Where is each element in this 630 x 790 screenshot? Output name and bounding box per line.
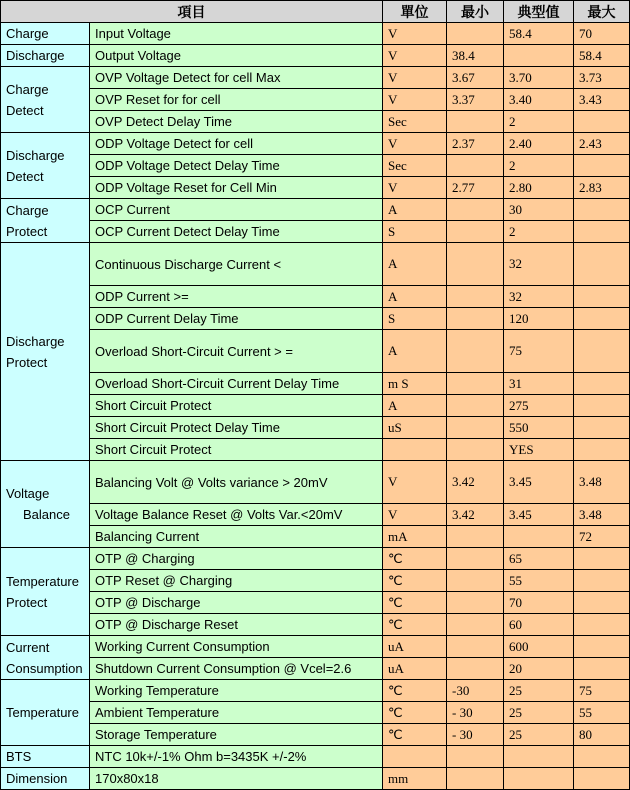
- table-row: [1, 111, 630, 133]
- item-cell: Continuous Discharge Current <: [90, 243, 383, 286]
- min-cell: [447, 439, 504, 461]
- min-cell: 3.37: [447, 89, 504, 111]
- max-cell: 70: [574, 23, 630, 45]
- item-cell: Overload Short-Circuit Current > =: [90, 330, 383, 373]
- item-cell: ODP Current Delay Time: [90, 308, 383, 330]
- item-cell: Working Temperature: [90, 680, 383, 702]
- table-row: [1, 658, 630, 680]
- max-cell: [574, 373, 630, 395]
- min-cell: [447, 768, 504, 790]
- unit-cell: ℃: [383, 680, 447, 702]
- unit-cell: mm: [383, 768, 447, 790]
- unit-cell: mA: [383, 526, 447, 548]
- item-cell: Short Circuit Protect: [90, 395, 383, 417]
- table-row: [1, 286, 630, 308]
- table-row: [1, 199, 630, 221]
- min-cell: [447, 373, 504, 395]
- category-cell: Charge Protect: [1, 199, 90, 243]
- min-cell: [447, 330, 504, 373]
- table-row: [1, 45, 630, 67]
- max-cell: [574, 286, 630, 308]
- unit-cell: [383, 439, 447, 461]
- typ-cell: 3.70: [504, 67, 574, 89]
- table-row: [1, 417, 630, 439]
- item-cell: Short Circuit Protect Delay Time: [90, 417, 383, 439]
- table-row: [1, 504, 630, 526]
- max-cell: 58.4: [574, 45, 630, 67]
- table-row: [1, 746, 630, 768]
- typ-cell: 2.40: [504, 133, 574, 155]
- min-cell: [447, 636, 504, 658]
- min-cell: [447, 221, 504, 243]
- category-cell: Voltage Balance: [1, 461, 90, 548]
- max-cell: [574, 155, 630, 177]
- table-row: [1, 177, 630, 199]
- item-cell: OVP Voltage Detect for cell Max: [90, 67, 383, 89]
- table-row: [1, 133, 630, 155]
- table-row: [1, 592, 630, 614]
- unit-cell: A: [383, 286, 447, 308]
- item-cell: Working Current Consumption: [90, 636, 383, 658]
- item-cell: Input Voltage: [90, 23, 383, 45]
- item-cell: Balancing Current: [90, 526, 383, 548]
- table-row: [1, 724, 630, 746]
- unit-cell: A: [383, 395, 447, 417]
- typ-cell: 30: [504, 199, 574, 221]
- typ-cell: 31: [504, 373, 574, 395]
- table-row: [1, 155, 630, 177]
- max-cell: [574, 308, 630, 330]
- item-cell: OTP @ Discharge Reset: [90, 614, 383, 636]
- typ-cell: 2: [504, 155, 574, 177]
- unit-cell: ℃: [383, 614, 447, 636]
- typ-cell: 3.45: [504, 504, 574, 526]
- max-cell: [574, 636, 630, 658]
- header-min: 最小: [447, 1, 504, 23]
- min-cell: - 30: [447, 724, 504, 746]
- unit-cell: V: [383, 504, 447, 526]
- typ-cell: 65: [504, 548, 574, 570]
- max-cell: 2.83: [574, 177, 630, 199]
- unit-cell: ℃: [383, 548, 447, 570]
- typ-cell: 3.45: [504, 461, 574, 504]
- typ-cell: 120: [504, 308, 574, 330]
- min-cell: [447, 548, 504, 570]
- category-cell: Charge Detect: [1, 67, 90, 133]
- item-cell: 170x80x18: [90, 768, 383, 790]
- min-cell: [447, 308, 504, 330]
- max-cell: [574, 592, 630, 614]
- unit-cell: [383, 746, 447, 768]
- typ-cell: 70: [504, 592, 574, 614]
- unit-cell: ℃: [383, 570, 447, 592]
- min-cell: [447, 417, 504, 439]
- item-cell: OCP Current Detect Delay Time: [90, 221, 383, 243]
- max-cell: [574, 439, 630, 461]
- category-cell: Charge: [1, 23, 90, 45]
- unit-cell: V: [383, 23, 447, 45]
- table-row: [1, 636, 630, 658]
- min-cell: 3.42: [447, 504, 504, 526]
- item-cell: Balancing Volt @ Volts variance > 20mV: [90, 461, 383, 504]
- typ-cell: 32: [504, 243, 574, 286]
- item-cell: OCP Current: [90, 199, 383, 221]
- unit-cell: V: [383, 133, 447, 155]
- typ-cell: 25: [504, 680, 574, 702]
- min-cell: [447, 570, 504, 592]
- max-cell: [574, 614, 630, 636]
- typ-cell: 58.4: [504, 23, 574, 45]
- item-cell: NTC 10k+/-1% Ohm b=3435K +/-2%: [90, 746, 383, 768]
- table-row: [1, 768, 630, 790]
- unit-cell: Sec: [383, 111, 447, 133]
- max-cell: [574, 111, 630, 133]
- item-cell: OVP Reset for for cell: [90, 89, 383, 111]
- item-cell: Overload Short-Circuit Current Delay Time: [90, 373, 383, 395]
- table-row: [1, 373, 630, 395]
- unit-cell: uA: [383, 636, 447, 658]
- table-row: [1, 461, 630, 504]
- typ-cell: [504, 768, 574, 790]
- min-cell: [447, 526, 504, 548]
- typ-cell: 32: [504, 286, 574, 308]
- table-row: [1, 23, 630, 45]
- max-cell: [574, 243, 630, 286]
- min-cell: 2.37: [447, 133, 504, 155]
- table-row: [1, 548, 630, 570]
- item-cell: Shutdown Current Consumption @ Vcel=2.6: [90, 658, 383, 680]
- min-cell: 2.77: [447, 177, 504, 199]
- category-cell: Dimension: [1, 768, 90, 790]
- max-cell: 72: [574, 526, 630, 548]
- max-cell: [574, 395, 630, 417]
- table-row: [1, 308, 630, 330]
- max-cell: 3.43: [574, 89, 630, 111]
- item-cell: OVP Detect Delay Time: [90, 111, 383, 133]
- min-cell: [447, 23, 504, 45]
- max-cell: [574, 330, 630, 373]
- max-cell: [574, 548, 630, 570]
- unit-cell: V: [383, 45, 447, 67]
- header-typ: 典型值: [504, 1, 574, 23]
- item-cell: ODP Voltage Detect Delay Time: [90, 155, 383, 177]
- unit-cell: uS: [383, 417, 447, 439]
- typ-cell: 2: [504, 221, 574, 243]
- typ-cell: 25: [504, 724, 574, 746]
- min-cell: [447, 243, 504, 286]
- category-cell: Discharge Protect: [1, 243, 90, 461]
- typ-cell: 2.80: [504, 177, 574, 199]
- table-row: [1, 89, 630, 111]
- unit-cell: m S: [383, 373, 447, 395]
- max-cell: [574, 417, 630, 439]
- max-cell: [574, 199, 630, 221]
- unit-cell: A: [383, 199, 447, 221]
- item-cell: OTP @ Discharge: [90, 592, 383, 614]
- header-max: 最大: [574, 1, 630, 23]
- min-cell: [447, 614, 504, 636]
- table-row: [1, 680, 630, 702]
- typ-cell: 20: [504, 658, 574, 680]
- min-cell: [447, 111, 504, 133]
- unit-cell: V: [383, 67, 447, 89]
- table-row: [1, 67, 630, 89]
- unit-cell: V: [383, 89, 447, 111]
- item-cell: OTP @ Charging: [90, 548, 383, 570]
- max-cell: 3.48: [574, 461, 630, 504]
- item-cell: Ambient Temperature: [90, 702, 383, 724]
- max-cell: 55: [574, 702, 630, 724]
- min-cell: [447, 746, 504, 768]
- table-row: [1, 395, 630, 417]
- min-cell: 38.4: [447, 45, 504, 67]
- max-cell: 3.48: [574, 504, 630, 526]
- typ-cell: 2: [504, 111, 574, 133]
- max-cell: [574, 221, 630, 243]
- header-row: [1, 1, 630, 23]
- category-cell: Temperature: [1, 680, 90, 746]
- max-cell: 2.43: [574, 133, 630, 155]
- item-cell: Output Voltage: [90, 45, 383, 67]
- min-cell: - 30: [447, 702, 504, 724]
- typ-cell: [504, 526, 574, 548]
- table-row: [1, 702, 630, 724]
- typ-cell: 25: [504, 702, 574, 724]
- table-row: [1, 570, 630, 592]
- unit-cell: V: [383, 461, 447, 504]
- item-cell: Storage Temperature: [90, 724, 383, 746]
- table-row: [1, 614, 630, 636]
- category-cell: Current Consumption: [1, 636, 90, 680]
- min-cell: [447, 199, 504, 221]
- typ-cell: YES: [504, 439, 574, 461]
- table-row: [1, 330, 630, 373]
- unit-cell: A: [383, 330, 447, 373]
- unit-cell: V: [383, 177, 447, 199]
- item-cell: ODP Voltage Detect for cell: [90, 133, 383, 155]
- unit-cell: ℃: [383, 592, 447, 614]
- min-cell: 3.42: [447, 461, 504, 504]
- unit-cell: S: [383, 308, 447, 330]
- item-cell: Short Circuit Protect: [90, 439, 383, 461]
- min-cell: [447, 395, 504, 417]
- header-unit: 單位: [383, 1, 447, 23]
- unit-cell: Sec: [383, 155, 447, 177]
- min-cell: [447, 155, 504, 177]
- unit-cell: ℃: [383, 702, 447, 724]
- category-cell: BTS: [1, 746, 90, 768]
- table-body: [1, 23, 630, 790]
- typ-cell: 75: [504, 330, 574, 373]
- typ-cell: 3.40: [504, 89, 574, 111]
- typ-cell: 550: [504, 417, 574, 439]
- min-cell: [447, 286, 504, 308]
- max-cell: [574, 570, 630, 592]
- min-cell: 3.67: [447, 67, 504, 89]
- item-cell: ODP Current >=: [90, 286, 383, 308]
- category-cell: Discharge Detect: [1, 133, 90, 199]
- item-cell: OTP Reset @ Charging: [90, 570, 383, 592]
- item-cell: ODP Voltage Reset for Cell Min: [90, 177, 383, 199]
- category-cell: Discharge: [1, 45, 90, 67]
- max-cell: 80: [574, 724, 630, 746]
- max-cell: 75: [574, 680, 630, 702]
- typ-cell: 60: [504, 614, 574, 636]
- typ-cell: 600: [504, 636, 574, 658]
- unit-cell: A: [383, 243, 447, 286]
- table-row: [1, 439, 630, 461]
- min-cell: [447, 592, 504, 614]
- category-cell: Temperature Protect: [1, 548, 90, 636]
- item-cell: Voltage Balance Reset @ Volts Var.<20mV: [90, 504, 383, 526]
- unit-cell: ℃: [383, 724, 447, 746]
- min-cell: -30: [447, 680, 504, 702]
- min-cell: [447, 658, 504, 680]
- unit-cell: S: [383, 221, 447, 243]
- table-row: [1, 243, 630, 286]
- typ-cell: [504, 45, 574, 67]
- table-row: [1, 526, 630, 548]
- table-row: [1, 221, 630, 243]
- typ-cell: 55: [504, 570, 574, 592]
- header-item: 項目: [1, 1, 383, 23]
- max-cell: [574, 768, 630, 790]
- typ-cell: [504, 746, 574, 768]
- unit-cell: uA: [383, 658, 447, 680]
- typ-cell: 275: [504, 395, 574, 417]
- max-cell: [574, 746, 630, 768]
- max-cell: 3.73: [574, 67, 630, 89]
- max-cell: [574, 658, 630, 680]
